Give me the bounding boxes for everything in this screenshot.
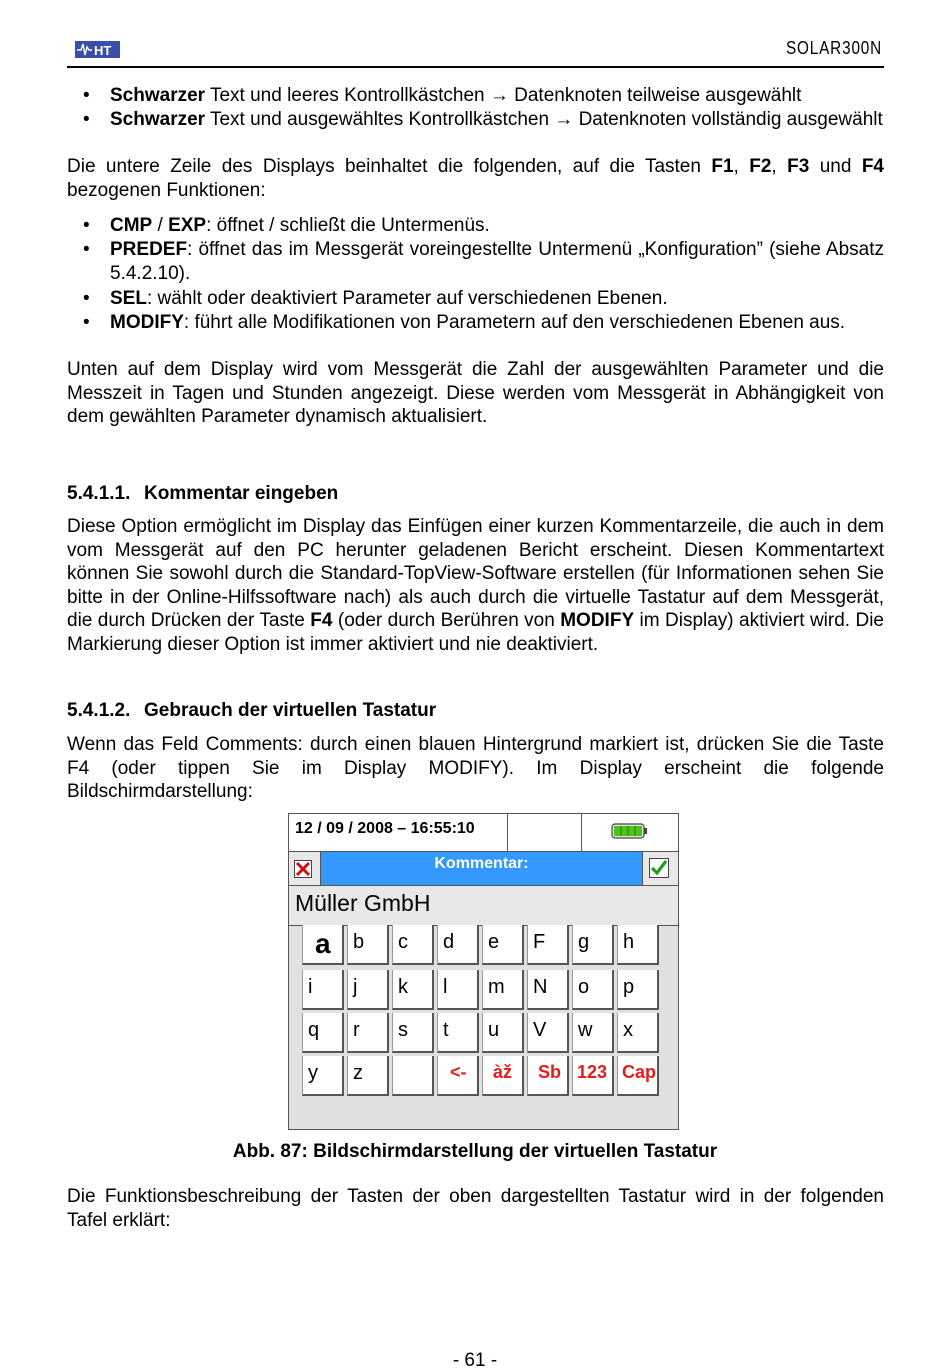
section-heading: 5.4.1.2. Gebrauch der virtuellen Tastatur <box>67 700 437 721</box>
key-label: o <box>578 976 590 998</box>
svg-text:HT: HT <box>94 43 112 58</box>
key-label: q <box>308 1019 320 1041</box>
key-q[interactable] <box>302 1013 344 1053</box>
list-item: • MODIFY: führt alle Modifikationen von Parametern auf den verschiedenen Ebenen aus. <box>83 312 846 333</box>
key-label: F <box>533 931 546 953</box>
paragraph: Unten auf dem Display wird vom Messgerät die Zahl der ausgewählten Parameter und die Messzeit in Tagen und Stunden angezeigt. Diese werden vom Messgerät in Abhängigkeit von dem gewählten Parameter dynamisch aktualisiert. <box>67 359 884 427</box>
key-label: c <box>398 931 408 953</box>
key-o[interactable] <box>572 970 614 1010</box>
key-k[interactable] <box>392 970 434 1010</box>
comment-title-bar <box>289 852 678 885</box>
comment-title: Kommentar: <box>434 855 529 872</box>
paragraph: Diese Option ermöglicht im Display das Einfügen einer kurzen Kommentarzeile, die auch in dem vom Messgerät auf den PC herunter geladenen Bericht erscheint. Diesen Kommentartext können Sie sowohl durch die Standard-TopView-Software erstellen (für Informationen sehen Sie bitte in der Online-Hilfssoftware nach) als auch durch die virtuelle Tastatur auf dem Messgerät, die durch Drücken der Taste F4 (oder durch Berühren von MODIFY im Display) aktiviert wird. Die Markierung dieser Option ist immer aktiviert und nie deaktiviert. <box>67 516 884 655</box>
key-label: àž <box>493 1062 513 1082</box>
key-x[interactable] <box>617 1013 659 1053</box>
datetime: 12 / 09 / 2008 – 16:55:10 <box>295 820 475 837</box>
key-e[interactable] <box>482 925 524 965</box>
key-label: x <box>623 1019 633 1041</box>
comment-input-text: Müller GmbH <box>295 890 431 916</box>
key-m[interactable] <box>482 970 524 1010</box>
key-u[interactable] <box>482 1013 524 1053</box>
key-label: l <box>443 976 448 998</box>
key-label: e <box>488 931 500 953</box>
key-label: h <box>623 931 635 953</box>
key-label: 123 <box>577 1062 608 1082</box>
key-a[interactable] <box>302 925 344 965</box>
key-N[interactable] <box>527 970 569 1010</box>
key-F[interactable] <box>527 925 569 965</box>
paragraph: Wenn das Feld Comments: durch einen blauen Hintergrund markiert ist, drücken Sie die Taste F4 (oder tippen Sie im Display MODIFY). Im Display erscheint die folgende Bildschirmdarstellung: <box>67 734 884 802</box>
key-label: j <box>353 976 358 998</box>
key-label: y <box>308 1062 318 1084</box>
battery-icon <box>611 821 649 841</box>
list-item: • Schwarzer Text und leeres Kontrollkästchen → Datenknoten teilweise ausgewählt <box>83 85 802 106</box>
key-àž[interactable] <box>482 1056 524 1096</box>
key-Cap[interactable] <box>617 1056 659 1096</box>
key-j[interactable] <box>347 970 389 1010</box>
key-y[interactable] <box>302 1056 344 1096</box>
model-name: SOLAR300N <box>785 38 882 58</box>
key-c[interactable] <box>392 925 434 965</box>
key-label: Cap <box>622 1062 657 1082</box>
key-g[interactable] <box>572 925 614 965</box>
page-number: - 61 - <box>452 1350 498 1371</box>
key-123[interactable] <box>572 1056 614 1096</box>
confirm-check-icon[interactable] <box>649 858 669 878</box>
device-screen <box>288 813 679 1130</box>
key-w[interactable] <box>572 1013 614 1053</box>
key-V[interactable] <box>527 1013 569 1053</box>
key-label: k <box>398 976 408 998</box>
paragraph: Die untere Zeile des Displays beinhaltet die folgenden, auf die Tasten F1, F2, F3 und F4 bezogenen Funktionen: <box>67 156 884 201</box>
list-item: • SEL: wählt oder deaktiviert Parameter auf verschiedenen Ebenen. <box>83 288 668 309</box>
list-item: • PREDEF: öffnet das im Messgerät voreingestellte Untermenü „Konfiguration” (siehe Absatz 5.4.2.10). <box>83 239 884 284</box>
key-space[interactable] <box>392 1056 434 1096</box>
list-item: • Schwarzer Text und ausgewähltes Kontrollkästchen → Datenknoten vollständig ausgewählt <box>83 109 883 130</box>
key-s[interactable] <box>392 1013 434 1053</box>
key-label: p <box>623 976 635 998</box>
key-label: m <box>488 976 505 998</box>
section-heading: 5.4.1.1. Kommentar eingeben <box>67 483 339 504</box>
key-label: z <box>353 1062 363 1084</box>
key-i[interactable] <box>302 970 344 1010</box>
key-t[interactable] <box>437 1013 479 1053</box>
key-label: <- <box>450 1062 467 1082</box>
key-b[interactable] <box>347 925 389 965</box>
key-label: d <box>443 931 455 953</box>
cancel-icon[interactable] <box>294 860 312 878</box>
key-z[interactable] <box>347 1056 389 1096</box>
status-bar <box>289 814 678 852</box>
paragraph: Die Funktionsbeschreibung der Tasten der oben dargestellten Tastatur wird in der folgenden Tafel erklärt: <box>67 1186 884 1231</box>
key-label: V <box>533 1019 547 1041</box>
key-p[interactable] <box>617 970 659 1010</box>
list-item: • CMP / EXP: öffnet / schließt die Untermenüs. <box>83 215 490 236</box>
key-label: w <box>578 1019 593 1041</box>
key-label: a <box>315 928 331 959</box>
key-label: N <box>533 976 548 998</box>
key-label: t <box>443 1019 449 1041</box>
key-l[interactable] <box>437 970 479 1010</box>
key-d[interactable] <box>437 925 479 965</box>
key-label: b <box>353 931 365 953</box>
key-label: Sb <box>538 1062 562 1082</box>
key-label: s <box>398 1019 408 1041</box>
key-label: u <box>488 1019 500 1041</box>
key-<-[interactable] <box>437 1056 479 1096</box>
key-label: g <box>578 931 590 953</box>
key-label: i <box>308 976 313 998</box>
key-label: r <box>353 1019 360 1041</box>
key-h[interactable] <box>617 925 659 965</box>
page-header <box>67 34 884 68</box>
figure-caption: Abb. 87: Bildschirmdarstellung der virtuellen Tastatur <box>232 1141 718 1162</box>
comment-input[interactable] <box>289 885 678 926</box>
title-box <box>320 852 643 885</box>
virtual-keyboard <box>302 925 666 1101</box>
key-Sb[interactable] <box>527 1056 569 1096</box>
key-r[interactable] <box>347 1013 389 1053</box>
ht-logo-icon <box>75 41 120 58</box>
